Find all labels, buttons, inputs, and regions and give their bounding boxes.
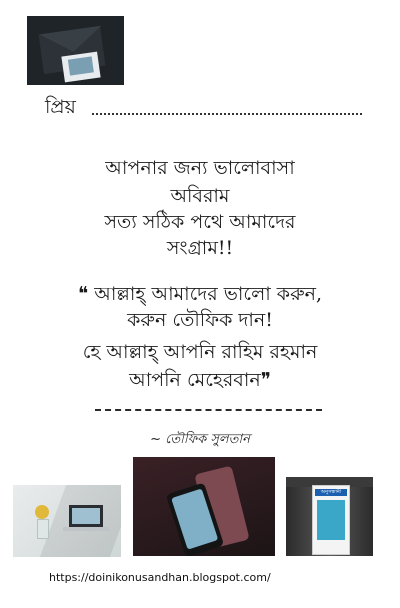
salutation: প্রিয় [45,96,76,118]
envelope-image [27,16,124,85]
blog-link[interactable]: https://doinikonusandhan.blogspot.com/ [49,571,271,584]
poem-line-6: করুন তৌফিক দান! [127,309,273,331]
poem-line-7: হে আল্লাহ্ আপনি রাহিম রহমান [82,341,318,363]
signature: ~ তৌফিক সুলতান [150,432,250,447]
magazine-image [286,477,373,556]
magazine-masthead: অনুসন্ধানী [315,489,347,496]
poem-line-4: সংগ্রাম!! [166,237,234,259]
dotted-line [92,113,362,115]
poem-line-5: ❝ আল্লাহ্ আমাদের ভালো করুন, [77,283,323,305]
poem-line-2: অবিরাম [170,185,230,207]
poem-line-8: আপনি মেহেরবান❞ [129,369,271,391]
dashed-divider [95,409,322,412]
phone-image [133,457,275,556]
poem-line-3: সত্য সঠিক পথে আমাদের [104,211,296,233]
laptop-image [13,485,121,557]
poem-line-1: আপনার জন্য ভালোবাসা [105,157,295,179]
